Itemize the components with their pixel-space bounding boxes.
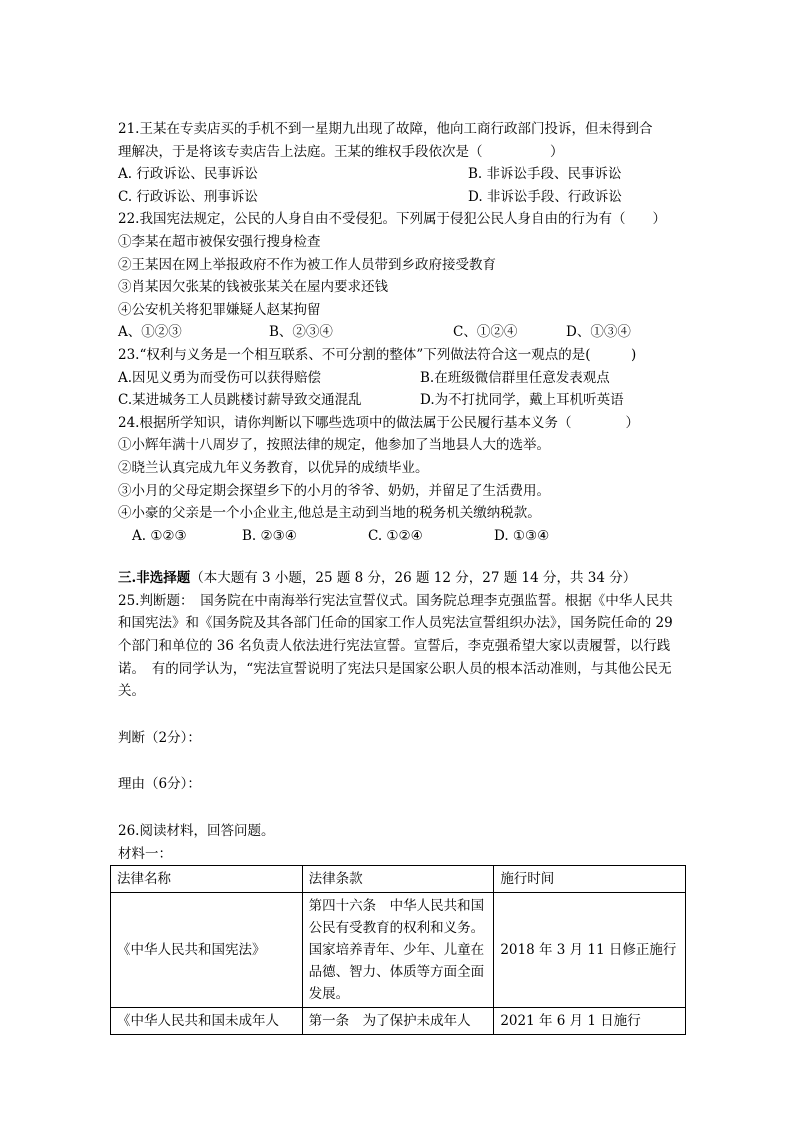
table-header-cell: 法律条款 [302,866,494,893]
q22-item-4: ④公安机关将犯罪嫌疑人赵某拘留 [118,301,321,318]
section3-header [118,567,688,590]
q26-material-label: 材料一： [118,845,172,862]
table-header-cell: 法律名称 [111,866,303,893]
section-gap [118,547,688,567]
q23-options-row2 [118,389,688,412]
q24-stem: 24.根据所学知识，请你判断以下哪些选项中的做法属于公民履行基本义务（ ） [118,414,639,431]
q23-stem: 23.“权利与义务是一个相互联系、不可分割的整体”下列做法符合这一观点的是( ) [118,346,637,363]
table-cell: 《中华人民共和国宪法》 [111,893,303,1008]
q22-option-b[interactable]: B、②③④ [269,324,333,341]
table-header-row [111,866,686,893]
q25-reason-label: 理由（6分）： [118,776,201,793]
q22-option-a[interactable]: A、①②③ [118,324,182,341]
q21-option-d[interactable]: D. 非诉讼手段、行政诉讼 [468,188,622,205]
table-cell: 2018 年 3 月 11 日修正施行 [494,893,686,1008]
q22-options [118,321,688,344]
q24-item-1: ①小辉年满十八周岁了，按照法律的规定，他参加了当地县人大的选举。 [118,437,550,454]
table-header-cell: 施行时间 [494,866,686,893]
q24-option-c[interactable]: C. ①②④ [368,527,423,544]
table-cell: 2021 年 6 月 1 日施行 [494,1008,686,1035]
q21-options-row1 [118,163,688,186]
q22-option-d[interactable]: D、①③④ [566,324,631,341]
q24-option-d[interactable]: D. ①③④ [494,527,550,544]
q21-stem-line2: 理解决，于是将该专卖店告上法庭。王某的维权手段依次是（ ） [118,143,564,160]
q21-option-a[interactable]: A. 行政诉讼、民事诉讼 [118,166,258,183]
q24-item-3: ③小月的父母定期会探望乡下的小月的爷爷、奶奶，并留足了生活费用。 [118,482,550,499]
exam-page [118,118,688,1035]
q22-stem: 22.我国宪法规定，公民的人身自由不受侵犯。下列属于侵犯公民人身自由的行为有（ ） [118,211,666,228]
table-cell: 第四十六条 中华人民共和国公民有受教育的权利和义务。国家培养青年、少年、儿童在品德、智力、体质等方面全面发展。 [302,893,494,1008]
q25-text: 25.判断题： 国务院在中南海举行宪法宣誓仪式。国务院总理李克强监誓。根据《中华人民共和国宪法》和《国务院及其各部门任命的国家工作人员宪法宣誓组织办法》，国务院任命的 29 个部门和单位的 36 名负责人依法进行宪法宣誓。宣誓后，李克强希望大家以责履誓，以行践诺。 有的同学认为，“宪法宣誓说明了宪法只是国家公职人员的根本活动准则，与其他公民无关。 [118,592,673,700]
question-23 [118,344,688,412]
q23-option-d[interactable]: D.为不打扰同学，戴上耳机听英语 [420,392,624,409]
q22-option-c[interactable]: C、①②④ [453,324,518,341]
q21-option-b[interactable]: B. 非诉讼手段、民事诉讼 [468,166,622,183]
table-cell: 《中华人民共和国未成年人 [111,1008,303,1035]
law-table [110,865,686,1035]
section3-note: （本大题有 3 小题，25 题 8 分，26 题 12 分，27 题 14 分，共 34 分） [190,570,637,587]
q23-options-row1 [118,367,688,390]
table-cell: 第一条 为了保护未成年人 [302,1008,494,1035]
question-26 [118,820,688,1035]
q24-option-a[interactable]: A. ①②③ [132,527,187,544]
question-25 [118,590,688,820]
q22-item-1: ①李某在超市被保安强行搜身检查 [118,233,321,250]
q21-options-row2 [118,186,688,209]
q26-stem: 26.阅读材料，回答问题。 [118,823,275,840]
q23-option-a[interactable]: A.因见义勇为而受伤可以获得赔偿 [118,369,322,386]
q24-item-2: ②晓兰认真完成九年义务教育，以优异的成绩毕业。 [118,459,429,476]
q22-item-3: ③肖某因欠张某的钱被张某关在屋内要求还钱 [118,279,388,296]
question-24 [118,412,688,548]
q24-options [118,525,688,548]
table-row [111,893,686,1008]
q24-item-4: ④小豪的父亲是一个小企业主,他总是主动到当地的税务机关缴纳税款。 [118,505,541,522]
question-22 [118,208,688,344]
q21-option-c[interactable]: C. 行政诉讼、刑事诉讼 [118,188,258,205]
question-21 [118,118,688,208]
q24-option-b[interactable]: B. ②③④ [242,527,297,544]
q23-option-c[interactable]: C.某进城务工人员跳楼讨薪导致交通混乱 [118,392,362,409]
table-row [111,1008,686,1035]
q21-stem-line1: 21.王某在专卖店买的手机不到一星期九出现了故障，他向工商行政部门投诉，但未得到合 [118,121,653,137]
q23-option-b[interactable]: B.在班级微信群里任意发表观点 [420,369,610,386]
q22-item-2: ②王某因在网上举报政府不作为被工作人员带到乡政府接受教育 [118,256,496,273]
section3-heading: 三.非选择题 [118,570,191,587]
q25-judge-label: 判断（2分）： [118,729,201,746]
